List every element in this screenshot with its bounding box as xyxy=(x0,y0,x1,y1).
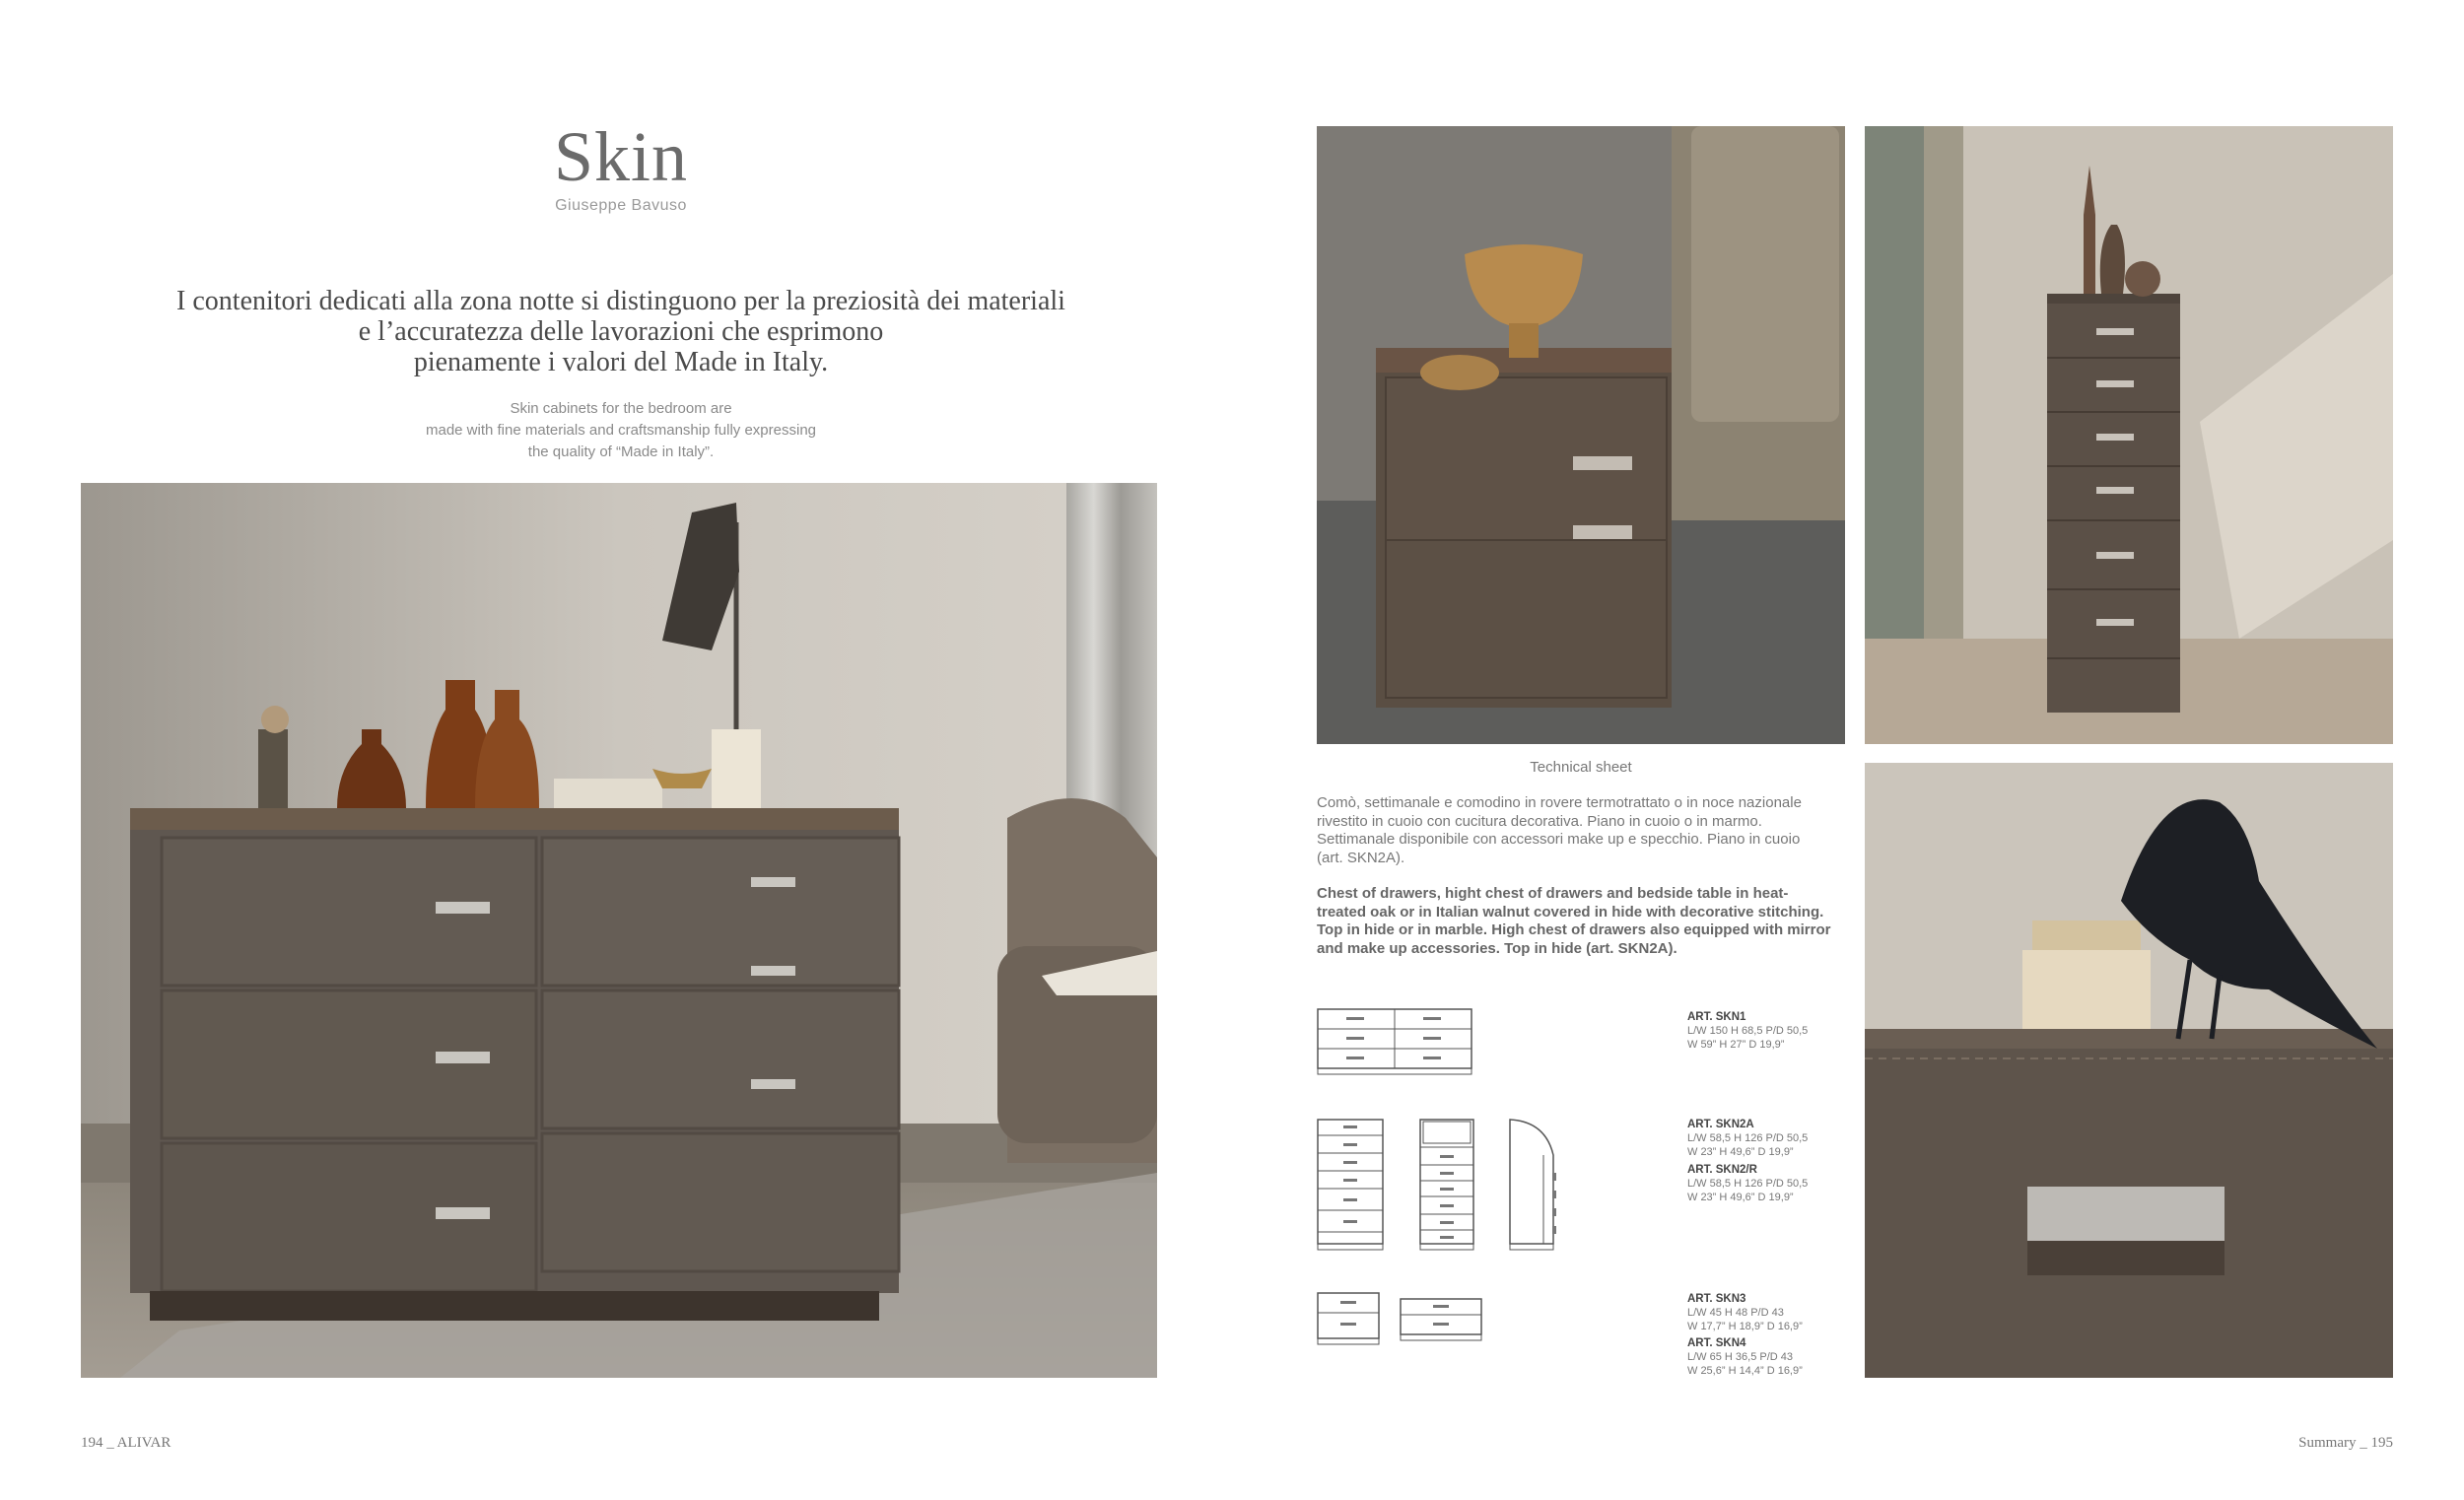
en-line: Top in hide or in marble. High chest of drawers also equipped with mirror xyxy=(1317,921,1831,938)
quote-line: I contenitori dedicati alla zona notte si distinguono per la preziosità dei materiali xyxy=(176,286,1065,316)
en-line: Chest of drawers, hight chest of drawers and bedside table in heat- xyxy=(1317,885,1789,902)
spec-metric: L/W 150 H 68,5 P/D 50,5 xyxy=(1687,1025,1809,1037)
it-line: Settimanale disponibile con accessori make up e specchio. Piano in cuoio xyxy=(1317,831,1801,848)
quote-line: e l’accuratezza delle lavorazioni che esprimono xyxy=(358,316,884,347)
italian-quote xyxy=(138,286,1104,377)
subtitle-line: made with fine materials and craftsmanship fully expressing xyxy=(425,422,816,439)
spec-metric: L/W 58,5 H 126 P/D 50,5 xyxy=(1687,1178,1809,1190)
drawing-skn1 xyxy=(1317,1005,1474,1084)
designer-name: Giuseppe Bavuso xyxy=(555,197,687,214)
it-line: (art. SKN2A). xyxy=(1317,849,1405,866)
product-title: Skin xyxy=(553,117,689,196)
spec-imperial: W 17,7” H 18,9” D 16,9” xyxy=(1687,1321,1803,1332)
spec-imperial: W 25,6” H 14,4” D 16,9” xyxy=(1687,1365,1803,1377)
drawing-skn4 xyxy=(1400,1295,1484,1344)
spec-metric: L/W 45 H 48 P/D 43 xyxy=(1687,1307,1784,1319)
spec-skn2a xyxy=(1687,1118,1865,1159)
spec-metric: L/W 65 H 36,5 P/D 43 xyxy=(1687,1351,1793,1363)
drawing-skn2r xyxy=(1419,1116,1478,1254)
quote-line: pienamente i valori del Made in Italy. xyxy=(413,347,829,377)
page-number-right: Summary _ 195 xyxy=(2298,1435,2393,1451)
page-number-left: 194 _ ALIVAR xyxy=(81,1435,171,1451)
photo-handle-detail xyxy=(1865,763,2393,1378)
drawing-skn3 xyxy=(1317,1289,1384,1348)
spec-art: ART. SKN2/R xyxy=(1687,1164,1757,1176)
it-line: Comò, settimanale e comodino in rovere termotrattato o in noce nazionale xyxy=(1317,794,1802,811)
photo-chest-of-drawers xyxy=(81,483,1157,1378)
italian-description xyxy=(1317,794,1849,867)
spec-art: ART. SKN1 xyxy=(1687,1011,1746,1023)
en-line: and make up accessories. Top in hide (art. SKN2A). xyxy=(1317,939,1677,957)
spec-art: ART. SKN2A xyxy=(1687,1119,1754,1130)
subtitle-line: the quality of “Made in Italy”. xyxy=(527,443,715,460)
spec-art: ART. SKN4 xyxy=(1687,1337,1746,1349)
english-description xyxy=(1317,885,1849,958)
spec-skn3 xyxy=(1687,1292,1865,1333)
spec-imperial: W 23” H 49,6” D 19,9” xyxy=(1687,1146,1794,1158)
it-line: rivestito in cuoio con cucitura decorativa. Piano in cuoio o in marmo. xyxy=(1317,812,1762,830)
spec-imperial: W 59” H 27” D 19,9” xyxy=(1687,1039,1785,1051)
drawing-skn2a xyxy=(1317,1116,1386,1254)
english-subtitle xyxy=(375,398,867,463)
photo-bedside-table xyxy=(1317,126,1845,744)
spec-metric: L/W 58,5 H 126 P/D 50,5 xyxy=(1687,1132,1809,1144)
spec-art: ART. SKN3 xyxy=(1687,1293,1746,1305)
spec-skn1 xyxy=(1687,1010,1865,1052)
spec-imperial: W 23” H 49,6” D 19,9” xyxy=(1687,1192,1794,1203)
photo-tall-chest xyxy=(1865,126,2393,744)
subtitle-line: Skin cabinets for the bedroom are xyxy=(510,400,732,417)
technical-sheet-header: Technical sheet xyxy=(1530,759,1632,776)
spec-skn2r xyxy=(1687,1163,1865,1204)
drawing-skn2-side xyxy=(1506,1116,1561,1254)
en-line: treated oak or in Italian walnut covered in hide with decorative stitching. xyxy=(1317,903,1824,920)
spec-skn4 xyxy=(1687,1336,1865,1378)
